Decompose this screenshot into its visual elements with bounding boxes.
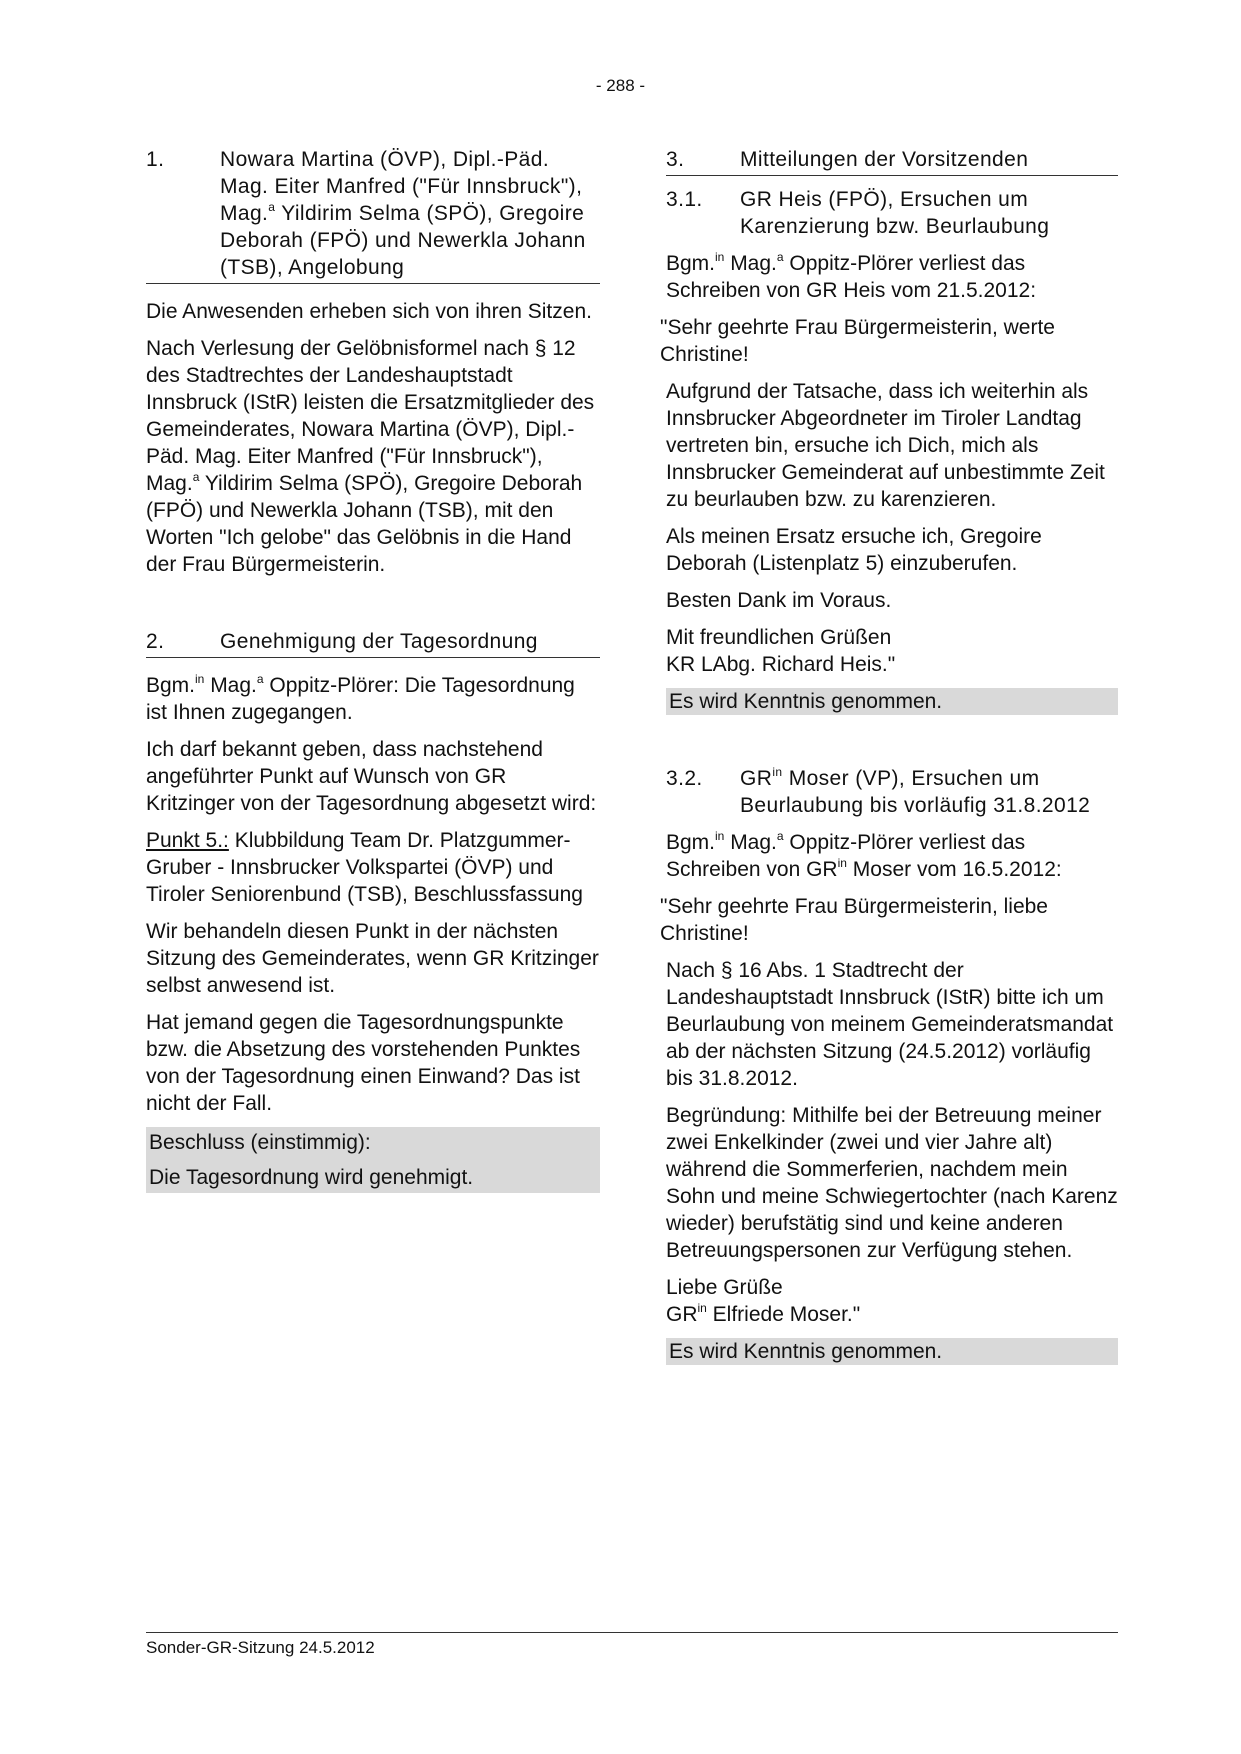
section-3-1-quote-2: Aufgrund der Tatsache, dass ich weiterhin als Innsbrucker Abgeordneter im Tiroler Landtag vertreten bin, ersuche ich Dich, mich als Innsbrucker Gemeinderat auf unbestimmte Zeit zu beurlauben bzw. zu karenzieren. [666, 380, 1105, 511]
section-3-number: 3. [666, 148, 685, 171]
page-number: - 288 - [595, 76, 646, 95]
section-3-1-closing: Mit freundlichen Grüßen [666, 626, 892, 649]
section-1-number: 1. [146, 148, 165, 171]
section-1-heading [146, 146, 600, 284]
section-1-para-1: Die Anwesenden erheben sich von ihren Sitzen. [146, 300, 592, 323]
section-3-1-signature: KR LAbg. Richard Heis." [666, 653, 896, 676]
section-2-title: Genehmigung der Tagesordnung [220, 630, 538, 653]
section-3-1-quote-4: Besten Dank im Voraus. [666, 589, 892, 612]
section-2-para-5: Hat jemand gegen die Tagesordnungspunkte bzw. die Absetzung des vorstehenden Punktes von der Tagesordnung einen Einwand? Das ist nicht der Fall. [146, 1011, 581, 1115]
section-3-1-note: Es wird Kenntnis genommen. [666, 688, 1118, 715]
section-3-2-title: $GR^{in}$ Moser (VP), Ersuchen um Beurlaubung bis vorläufig 31.8.2012 [740, 765, 1091, 817]
section-3-2-closing: Liebe Grüße [666, 1276, 783, 1299]
section-2-para-3: Punkt 5.: Klubbildung Team Dr. Platzgummer-Gruber - Innsbrucker Volkspartei (ÖVP) und Tiroler Seniorenbund (TSB), Beschlussfassung [146, 829, 583, 906]
section-3-2-note: Es wird Kenntnis genommen. [666, 1338, 1118, 1365]
decision-label: Beschluss (einstimmig): [149, 1131, 371, 1154]
section-2-heading [146, 628, 600, 658]
section-3-1-heading [666, 186, 1118, 240]
decision-box [146, 1127, 600, 1193]
section-3-2-heading [666, 765, 1118, 819]
section-2-number: 2. [146, 630, 165, 653]
section-2-para-4: Wir behandeln diesen Punkt in der nächsten Sitzung des Gemeinderates, wenn GR Kritzinger selbst anwesend ist. [146, 920, 599, 997]
section-3-1-number: 3.1. [666, 188, 703, 211]
left-column [146, 146, 600, 1193]
section-1-title: Nowara Martina (ÖVP), Dipl.-Päd. Mag. Eiter Manfred ("Für Innsbruck"), Mag.$^a$ Yildirim Selma (SPÖ), Gregoire Deborah (FPÖ) und Newerkla Johann (TSB), Angelobung [220, 148, 586, 279]
section-3-2-signature: $GR^{in}$ Elfriede Moser." [666, 1301, 861, 1326]
section-3-2-number: 3.2. [666, 767, 703, 790]
section-3-heading [666, 146, 1118, 176]
section-3-2-quote-1: "Sehr geehrte Frau Bürgermeisterin, liebe Christine! [660, 895, 1048, 945]
decision-text: Die Tagesordnung wird genehmigt. [149, 1166, 474, 1189]
agenda-item-label: Punkt 5.: [146, 829, 229, 852]
page-footer: Sonder-GR-Sitzung 24.5.2012 [146, 1632, 1118, 1659]
section-3-2-quote-3: Begründung: Mithilfe bei der Betreuung meiner zwei Enkelkinder (zwei und vier Jahre alt) während die Sommerferien, nachdem mein Sohn und meine Schwiegertochter (nach Karenz wieder) berufstätig sind und keine anderen Betreuungspersonen zur Verfügung stehen. [666, 1104, 1118, 1262]
section-2-para-1: Bgm.$^{in}$ Mag.$^a$ Oppitz-Plörer: Die Tagesordnung ist Ihnen zugegangen. [146, 672, 575, 724]
section-3-1-intro: Bgm.$^{in}$ Mag.$^a$ Oppitz-Plörer verliest das Schreiben von GR Heis vom 21.5.2012: [666, 250, 1037, 302]
section-3-2-intro: Bgm.$^{in}$ Mag.$^a$ Oppitz-Plörer verliest das Schreiben von $GR^{in}$ Moser vom 16.5.2012: [666, 829, 1062, 881]
section-3-1-quote-1: "Sehr geehrte Frau Bürgermeisterin, werte Christine! [660, 316, 1055, 366]
section-3-title: Mitteilungen der Vorsitzenden [740, 148, 1029, 171]
section-3-1-quote-3: Als meinen Ersatz ersuche ich, Gregoire Deborah (Listenplatz 5) einzuberufen. [666, 525, 1042, 575]
section-2-para-2: Ich darf bekannt geben, dass nachstehend angeführter Punkt auf Wunsch von GR Kritzinger von der Tagesordnung abgesetzt wird: [146, 738, 597, 815]
section-1-para-2: Nach Verlesung der Gelöbnisformel nach § 12 des Stadtrechtes der Landeshauptstadt Innsbruck (IStR) leisten die Ersatzmitglieder des Gemeinderates, Nowara Martina (ÖVP), Dipl.-Päd. Mag. Eiter Manfred ("Für Innsbruck"), Mag.$^a$ Yildirim Selma (SPÖ), Gregoire Deborah (FPÖ) und Newerkla Johann (TSB), mit den Worten "Ich gelobe" das Gelöbnis in die Hand der Frau Bürgermeisterin. [146, 337, 595, 576]
right-column [660, 146, 1118, 1375]
section-3-1-title: GR Heis (FPÖ), Ersuchen um Karenzierung bzw. Beurlaubung [740, 188, 1050, 238]
section-3-2-quote-2: Nach § 16 Abs. 1 Stadtrecht der Landeshauptstadt Innsbruck (IStR) bitte ich um Beurlaubung von meinem Gemeinderatsmandat ab der nächsten Sitzung (24.5.2012) vorläufig bis 31.8.2012. [666, 959, 1114, 1090]
